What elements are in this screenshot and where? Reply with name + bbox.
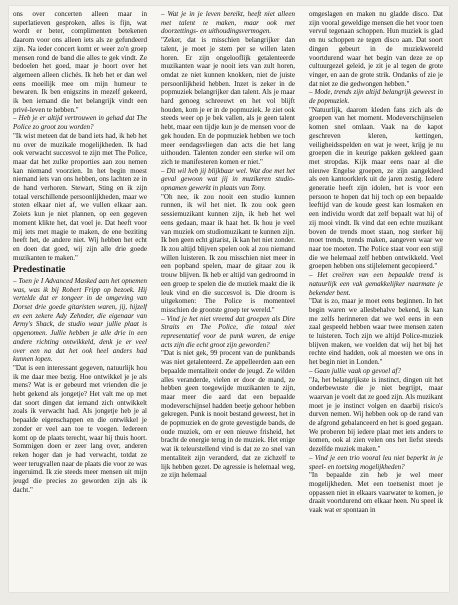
interview-question: – Vind je het niet vreemd dat groepen als Dire Straits en The Police, die totaal niet representatief voor de punk waren, de enige acts zijn die echt groot zijn geworden? — [161, 314, 295, 349]
interview-question: – Het creëren van een bepaalde trend is natuurlijk een vak gemakkelijker naarmate je bekender bent. — [309, 271, 443, 297]
interview-question: – Wat je in je leven bereikt, heeft niet alleen met talent te maken, maar ook met doorzettings- en uithoudingsvermogen. — [161, 10, 295, 36]
article-column-1 — [13, 10, 147, 589]
answer-paragraph: "Ik wist meteen dat de band iets had, ik heb het nu over de muzikale mogelijkheden. Ik had ook verwacht succesvol te zijn met The Police, maar dat het zulke proporties aan zou nemen kan niemand voorzien. In het begin moest niemand iets van ons hebben, ons lachten ze in de hand verhoren. Stewart, Sting en ik zijn totaal verschillende persoonlijkheden, maar we stoten elkaar niet af, we vullen elkaar aan. Zoiets kun je niet plannen, op een gegeven moment klikte het, dat voel je. Dat heeft voor mij iets met magie te maken, de ene beziting heeft het, de andere niet. Wij hebben het echt en doen dat goed, wij zijn alle drie goede muzikanten te maken." — [13, 131, 147, 262]
article-column-3 — [309, 10, 443, 589]
magazine-page — [9, 6, 449, 592]
interview-question: – Heb je er altijd vertrouwen in gehad dat The Police zo groot zou worden? — [13, 114, 147, 132]
interview-question: – Gaan jullie vaak op gevoel af? — [309, 366, 401, 375]
answer-paragraph: "In bepaalde zin heb je wel meer mogelijkheden. Met een toetsenist moet je oppassen niet in elkaars vaarwater te komen, je draait voortdurend om elkaar heen. Nu speel ik vaak wat er spontaan in — [309, 471, 443, 515]
answer-paragraph: "Natuurlijk, daarom kleden fans zich als de groepen van het moment. Modeverschijnselen komen snel omlaan. Vaak na de kapot geschreven kleren, kettingen, veiligheidsspelden en wat je weet, krijg je nu groepen die in keurige pakken gekleed gaan met stropdas. Kijk maar eens naar al die nieuwe Engelse groepen, ze zijn aangekleed als een kantoorklerk uit de jaren zestig. Iedere generatie heeft zijn idolen, het is voor een persoon te hopen dat hij toch op een bepaalde leeftijd van de koude geest kan losmaken en een individu wordt dat zelf bepaalt wat hij of zij mooi vindt. Ik vind dat een echte muzikant boven de trends moet staan, nog sterker hij moet trends, trends maken, aangeven waar we naar toe moeten. The Police staat voor een stijl die we helemaal zelf hebben ontwikkeld. Veel groepen hebben ons stijlelement gecopieerd." — [309, 105, 443, 271]
answer-paragraph: "Ja, het belangrijkste is instinct, dingen uit het onderbewuste die je niet begrijpt, maar waarvan je voelt dat ze goed zijn. Als muzikant moet je je instinct volgen en daarbij risico's durven nemen. Wij hebben ook op de rand van de afgrond gebalanceerd en het is goed gegaan. We proberen bij iedere plaat met iets anders te komen, ook al zien velen ons het liefst steeds dezelfde muziek maken." — [309, 375, 443, 454]
answer-paragraph: "Dat is zo, maar je moet eens beginnen. In het begin waren we allesbehalve bekend, ik kan me zelfs herinneren dat we wel eens in een zaal gespeeld hebben waar twee mensen zaten te luisteren. Toch zijn we altijd Police-muziek blijven maken, we voelden dat wij het bij het rechte eind hadden, ook al moesten we ons in het begin niet in Londen." — [309, 297, 443, 367]
answer-paragraph: omgeslagen en maken nu gladde disco. Dat zijn vooral geweldige mensen die het voor toen vervul tegenaan schoppen. Hun muziek is glad en nu schoppen ze tegen disco aan. Dat soort dingen gebeurt in de muziekwereld voortdurend waar het begin van deze ze op cultuurgezel geleid, je zit je al tegen de grote vinger, en aan de grote strik. Ondanks of zie je dat niet ze die gedwongen hebben." — [309, 10, 443, 88]
answer-paragraph: "Dat is een interessant gegeven, natuurlijk hou ik me daar mee bezig. Hoe ontwikkel je je als mens? Wat is er gebeurd met vrienden die je hebt gekend als jongetje? Het valt me op met dat soort dingen dat iemand zich ontwikkelt zoals ik verwacht had. Als jongetje heb je al bepaalde eigenschappen en die ontwikkel je zonder er veel aan toe te voegen. Iedereen komt op de plaats terecht, waar hij thuis hoort. Sommigen doen er zeer lang over, anderen reken hoger dan je had verwacht, totdat ze weer terugvallen naar de plaats die voor ze was ingeruimd. Ik zie steeds meer mensen uit mijn jeugd die precies zo geworden zijn als ik dacht." — [13, 363, 147, 494]
article-column-2 — [161, 10, 295, 589]
interview-question: – Mode, trends zijn altijd belangrijk geweest in de popmuziek. — [309, 88, 443, 106]
answer-paragraph: "Zeker, dat is misschien belangrijker dan talent, je moet je stem per se willen laten horen. Er zijn ongelooflijk getalenteerde muzikanten waar je nooit iets van zult horen, omdat ze niet kunnen knokken, niet de juiste persoonlijkheid hebben. Inzet is zeker in de popmuziek belangrijker dan talent. Als je maar hard genoeg schreeuwt en het vol blijft houden, kom je er in de popmuziek. Je ziet ook steeds weer op je bek vallen, als je geen talent hebt, maar een tijdje kun je de mensen voor de gek houden. En de popmuziek hebben we toch meer eendagsvliegen dan acts die het lang uithouden. Talenten zonder een sterke wil om zich te manifesteren komen er niet." — [161, 36, 295, 166]
answer-paragraph: "Dat is niet gek, 99 procent van de punkbands was niet getalenteerd. Ze appelleerden aan een bepaalde mentaliteit onder de jeugd. Ze wilden alles veranderde, vielen er door de mand, ze hebben geen toegewijde muzikanten te zijn, maar meer die aard dat een bepaalde modeverschijnsel hadden beetje gehoor hebben gekregen. Punk is nooit bestand geweest, het in de popmuziek en de grote gevestigde bands, de oude muziek, om er een nieuwe frisheid, het bracht de energie terug in de muziek. Het enige wat ik teleurstellend vind is dat ze zo snel van mentaliteit zijn veranderd, dat ze zichzelf te lijk hebben gezet. De agressie is helemaal weg, ze zijn helemaal — [161, 349, 295, 480]
interview-question: – Toen je I Advanced Masked aan het opnemen was, was ik bij Robert Fripp op bezoek. Hij vertelde dat er tongeer in de omgeving van Dorset drie goede gitaristen waren, jij, hijzelf en een zekere Ady Zehnder, die eigenaar van Army's Shack, de studio waar julliе plaat is opgenomen. Julliе hebben je alle drie in een andere richting ontwikkeld, denk je er veel over een na dat het ook heel anders had kunnen lopen. — [13, 276, 147, 364]
answer-paragraph: "Oh nee, ik zou nooit een studio kunnen runnen, ik wil het niet. Ik zou ook geen sessiemuzikant kunnen zijn, ik heb het wel eens gedaan, maar ik haat het. Ik hou je veel van muziek om studiomuzikant te kunnen zijn. Ik ben geen echt gitarist, ik kan het niet zonder. Ik zou altijd blijven spelen ook al zou niemand willen luisteren. Ik zou misschien niet meer in een popband spelen, maar de gitaar zou ik trouw blijven. Ik heb er altijd van gedroomd in een groep te spelen die de muziek maakt die ik leuk vind en die succesvol is. Die droom is uitgekomen: The Police is momenteel misschien de grootste groep ter wereld." — [161, 192, 295, 314]
answer-paragraph: ons over concerten alleen maar in superlatieven gesproken, alles is fijn, wat wordt er beter, complimenten betekenen daarom voor ons alleen iets als ze gefundeerd zijn. Na ieder concert komt er weer zo'n groep mensen rond de band die alles te gek vindt. Ze bedoelen het goed, maar je hoort over het algemeen alleen clichés. Ik heb het er dan wel eens moeilijk mee om mijn humeur te bewaren. Ik ben enigszins in mezelf gekeerd, ik ben iemand die het belangrijk vindt een privé-leven te hebben." — [13, 10, 147, 114]
interview-question: – Dit wil heb jij blijkbaar wel. Wat doe met het geval gewoon wat jij in muzikeren studio-opnamen gewerkt in plaats van Tony. — [161, 166, 295, 193]
interview-question: – Vind je een trio vooral leu niet beperkt in je speel- en toetsing mogelijkheden? — [309, 453, 443, 471]
section-heading: Predestinatie — [13, 265, 66, 276]
